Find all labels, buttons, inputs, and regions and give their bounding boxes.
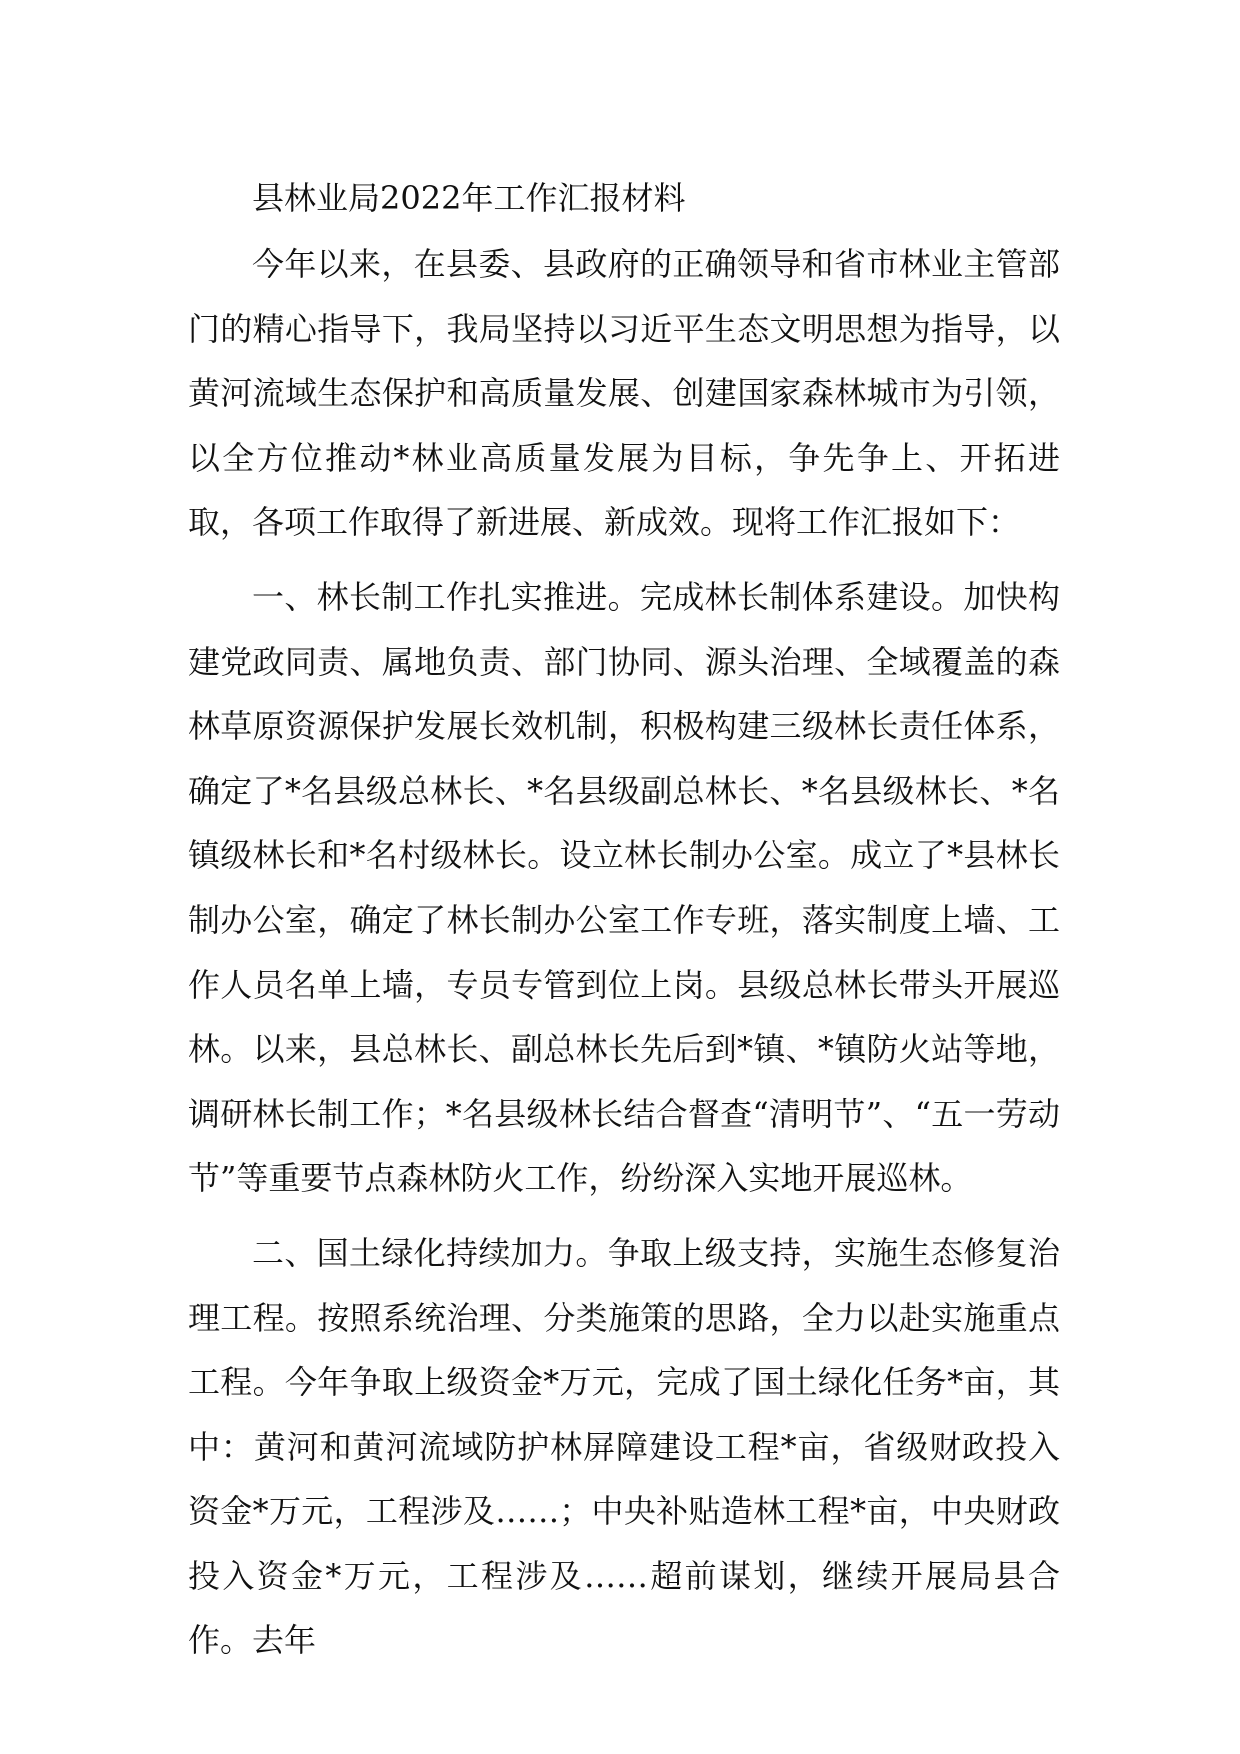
- paragraph-forest-chief-system: 一、林长制工作扎实推进。完成林长制体系建设。加快构建党政同责、属地负责、部门协同、源头治理、全域覆盖的森林草原资源保护发展长效机制，积极构建三级林长责任体系，确定了*名县级总林长、*名县级副总林长、*名县级林长、*名镇级林长和*名村级林长。设立林长制办公室。成立了*县林长制办公室，确定了林长制办公室工作专班，落实制度上墙、工作人员名单上墙，专员专管到位上岗。县级总林长带头开展巡林。以来，县总林长、副总林长先后到*镇、*镇防火站等地，调研林长制工作；*名县级林长结合督查“清明节”、“五一劳动节”等重要节点森林防火工作，纷纷深入实地开展巡林。: [188, 577, 1060, 1198]
- paragraph-land-greening: 二、国土绿化持续加力。争取上级支持，实施生态修复治理工程。按照系统治理、分类施策的思路，全力以赴实施重点工程。今年争取上级资金*万元，完成了国土绿化任务*亩，其中：黄河和黄河流域防护林屏障建设工程*亩，省级财政投入资金*万元，工程涉及……；中央补贴造林工程*亩，中央财政投入资金*万元，工程涉及……超前谋划，继续开展局县合作。去年: [188, 1233, 1060, 1660]
- document-page: [188, 170, 1060, 1673]
- document-title: 县林业局2022年工作汇报材料: [252, 179, 686, 217]
- paragraph-intro: 今年以来，在县委、县政府的正确领导和省市林业主管部门的精心指导下，我局坚持以习近平生态文明思想为指导，以黄河流域生态保护和高质量发展、创建国家森林城市为引领，以全方位推动*林业高质量发展为目标，争先争上、开拓进取，各项工作取得了新进展、新成效。现将工作汇报如下：: [188, 245, 1060, 542]
